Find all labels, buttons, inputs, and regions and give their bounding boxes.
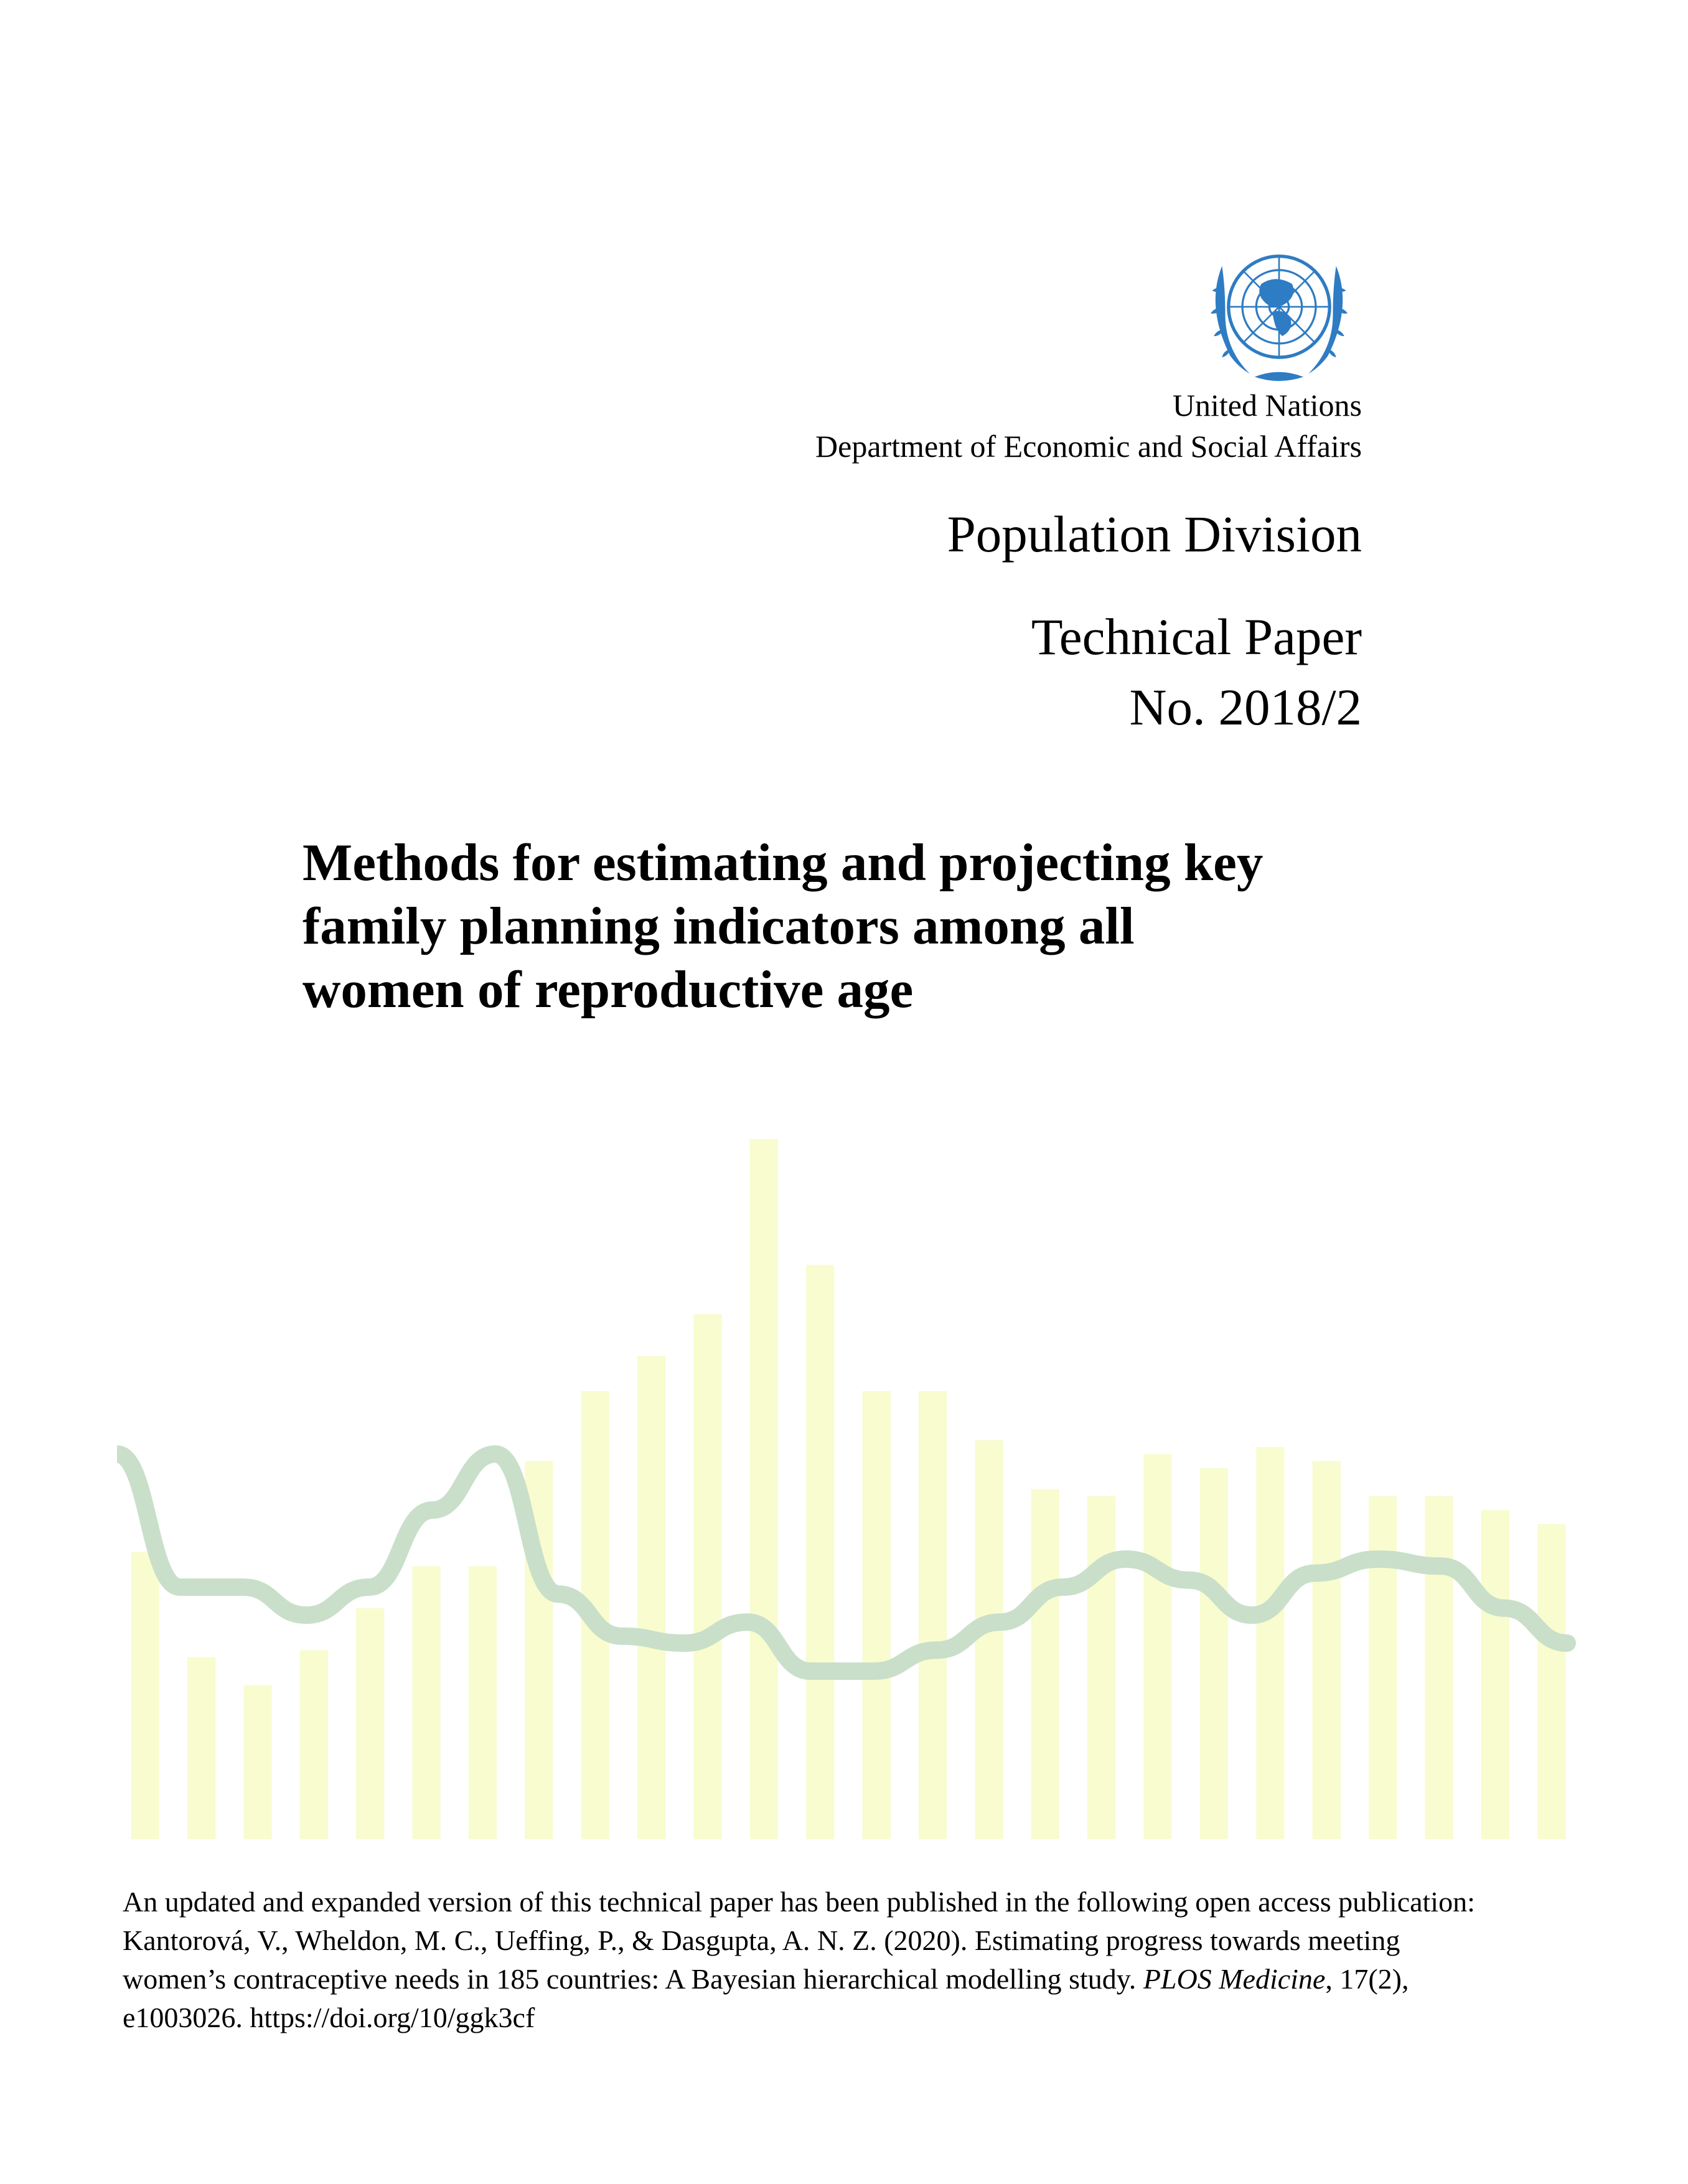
decorative-bar bbox=[1425, 1496, 1453, 1839]
decorative-bar bbox=[1313, 1461, 1341, 1840]
division-name: Population Division bbox=[947, 505, 1362, 563]
title-line: family planning indicators among all bbox=[302, 897, 1135, 955]
note-line bbox=[123, 1960, 1573, 1999]
decorative-bar bbox=[1031, 1489, 1059, 1840]
decorative-bar bbox=[975, 1440, 1003, 1839]
journal-name: PLOS Medicine bbox=[1143, 1963, 1326, 1995]
paper-type: Technical Paper bbox=[1031, 608, 1362, 665]
decorative-bar bbox=[1481, 1510, 1509, 1839]
un-emblem-logo bbox=[1198, 233, 1361, 396]
note-text: women’s contraceptive needs in 185 countries: A Bayesian hierarchical modelling study. bbox=[123, 1963, 1143, 1995]
note-line: Kantorová, V., Wheldon, M. C., Ueffing, P., & Dasgupta, A. N. Z. (2020). Estimating progress towards meeting bbox=[123, 1924, 1400, 1956]
decorative-trend-line bbox=[117, 1454, 1567, 1671]
decorative-bars bbox=[131, 1139, 1566, 1839]
decorative-bar bbox=[356, 1608, 384, 1839]
decorative-bar-line-graphic bbox=[117, 1127, 1580, 1839]
decorative-bar bbox=[1256, 1447, 1284, 1839]
decorative-bar bbox=[300, 1650, 328, 1839]
decorative-bar bbox=[1537, 1524, 1565, 1839]
decorative-bar bbox=[863, 1391, 891, 1839]
decorative-bar bbox=[637, 1356, 665, 1839]
publication-note bbox=[123, 1883, 1573, 2037]
doi-link[interactable]: e1003026. https://doi.org/10/ggk3cf bbox=[123, 2002, 535, 2033]
organization-name: United Nations bbox=[1172, 388, 1362, 423]
document-title bbox=[302, 831, 1423, 1021]
decorative-bar bbox=[1369, 1496, 1397, 1839]
decorative-bar bbox=[919, 1391, 947, 1839]
decorative-bar bbox=[693, 1314, 721, 1839]
note-text: , 17(2), bbox=[1325, 1963, 1409, 1995]
note-line: An updated and expanded version of this technical paper has been published in the following open access publication: bbox=[123, 1886, 1475, 1918]
department-name: Department of Economic and Social Affairs bbox=[815, 429, 1362, 464]
decorative-bar bbox=[131, 1552, 159, 1839]
decorative-bar bbox=[1200, 1468, 1228, 1839]
decorative-bar bbox=[1144, 1454, 1172, 1839]
decorative-bar bbox=[469, 1566, 497, 1839]
decorative-bar bbox=[413, 1566, 441, 1839]
title-line: women of reproductive age bbox=[302, 960, 914, 1019]
decorative-bar bbox=[243, 1685, 271, 1840]
decorative-bar bbox=[750, 1139, 778, 1839]
decorative-bar bbox=[187, 1657, 215, 1840]
paper-number: No. 2018/2 bbox=[1129, 678, 1362, 736]
decorative-bar bbox=[1087, 1496, 1115, 1839]
title-line: Methods for estimating and projecting key bbox=[302, 833, 1264, 892]
decorative-bar bbox=[806, 1265, 834, 1840]
